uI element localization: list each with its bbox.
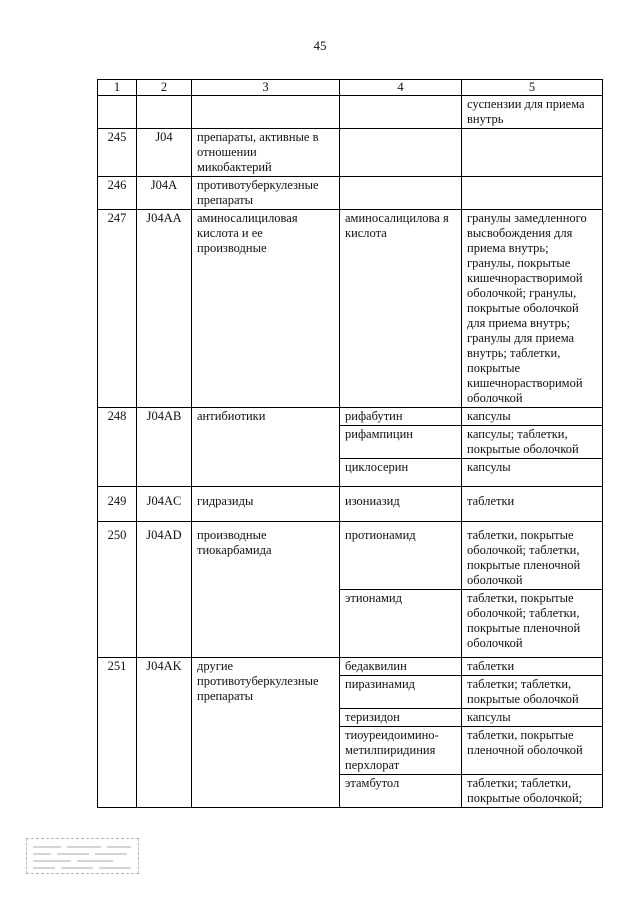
row-number-cell: 248 — [98, 408, 137, 487]
group-cell: препараты, активные в отношении микобактерий — [192, 129, 340, 177]
form-cell: капсулы — [462, 709, 603, 727]
atc-code-cell: J04AA — [137, 210, 192, 408]
atc-code-cell — [137, 96, 192, 129]
row-number-cell: 245 — [98, 129, 137, 177]
registration-stamp — [26, 838, 139, 874]
form-cell: капсулы — [462, 408, 603, 426]
atc-code-cell: J04AB — [137, 408, 192, 487]
row-number-cell: 250 — [98, 522, 137, 658]
form-cell: суспензии для приема внутрь — [462, 96, 603, 129]
drug-cell — [340, 96, 462, 129]
row-number-cell: 247 — [98, 210, 137, 408]
drug-cell: пиразинамид — [340, 676, 462, 709]
page-number: 45 — [313, 38, 327, 53]
table-row — [98, 210, 603, 408]
drug-cell: рифампицин — [340, 426, 462, 459]
row-number-cell: 249 — [98, 487, 137, 522]
group-cell: противотуберкулезные препараты — [192, 177, 340, 210]
atc-code-cell: J04AC — [137, 487, 192, 522]
drug-cell: этионамид — [340, 590, 462, 658]
drug-cell — [340, 129, 462, 177]
table-row — [98, 522, 603, 590]
stamp-scribble — [31, 841, 135, 871]
drug-cell: аминосалицилова я кислота — [340, 210, 462, 408]
column-header: 5 — [462, 80, 603, 96]
group-cell — [192, 96, 340, 129]
drug-cell: протионамид — [340, 522, 462, 590]
drug-cell: этамбутол — [340, 775, 462, 808]
form-cell — [462, 177, 603, 210]
row-number-cell — [98, 96, 137, 129]
atc-code-cell: J04A — [137, 177, 192, 210]
table-row — [98, 408, 603, 426]
form-cell: таблетки; таблетки, покрытые оболочкой; — [462, 775, 603, 808]
form-cell: таблетки, покрытые оболочкой; таблетки, покрытые пленочной оболочкой — [462, 522, 603, 590]
row-number-cell: 251 — [98, 658, 137, 808]
drug-cell: тиоуреидоимино-метилпиридиния перхлорат — [340, 727, 462, 775]
group-cell: гидразиды — [192, 487, 340, 522]
form-cell: таблетки; таблетки, покрытые оболочкой — [462, 676, 603, 709]
atc-code-cell: J04 — [137, 129, 192, 177]
group-cell: антибиотики — [192, 408, 340, 487]
column-header: 4 — [340, 80, 462, 96]
table-row — [98, 487, 603, 522]
group-cell: другие противотуберкулезные препараты — [192, 658, 340, 808]
column-header: 2 — [137, 80, 192, 96]
form-cell: гранулы замедленного высвобождения для приема внутрь; гранулы, покрытые кишечнорастворимой оболочкой; гранулы, покрытые оболочкой для приема внутрь; гранулы для приема внутрь; таблетки, покрытые кишечнорастворимой оболочкой — [462, 210, 603, 408]
form-cell: таблетки — [462, 658, 603, 676]
form-cell — [462, 129, 603, 177]
form-cell: капсулы — [462, 459, 603, 487]
form-cell: таблетки, покрытые оболочкой; таблетки, покрытые пленочной оболочкой — [462, 590, 603, 658]
atc-code-cell: J04AK — [137, 658, 192, 808]
column-header: 3 — [192, 80, 340, 96]
column-header: 1 — [98, 80, 137, 96]
table-row — [98, 177, 603, 210]
drug-cell: рифабутин — [340, 408, 462, 426]
drug-cell: циклосерин — [340, 459, 462, 487]
group-cell: аминосалициловая кислота и ее производные — [192, 210, 340, 408]
drug-cell: бедаквилин — [340, 658, 462, 676]
group-cell: производные тиокарбамида — [192, 522, 340, 658]
drug-cell: теризидон — [340, 709, 462, 727]
atc-code-cell: J04AD — [137, 522, 192, 658]
table-row — [98, 658, 603, 676]
row-number-cell: 246 — [98, 177, 137, 210]
form-cell: таблетки, покрытые пленочной оболочкой — [462, 727, 603, 775]
form-cell: капсулы; таблетки, покрытые оболочкой — [462, 426, 603, 459]
drug-cell: изониазид — [340, 487, 462, 522]
form-cell: таблетки — [462, 487, 603, 522]
table-header-row — [98, 80, 603, 96]
drug-cell — [340, 177, 462, 210]
table-row — [98, 129, 603, 177]
table-row — [98, 96, 603, 129]
drug-table — [97, 79, 603, 808]
